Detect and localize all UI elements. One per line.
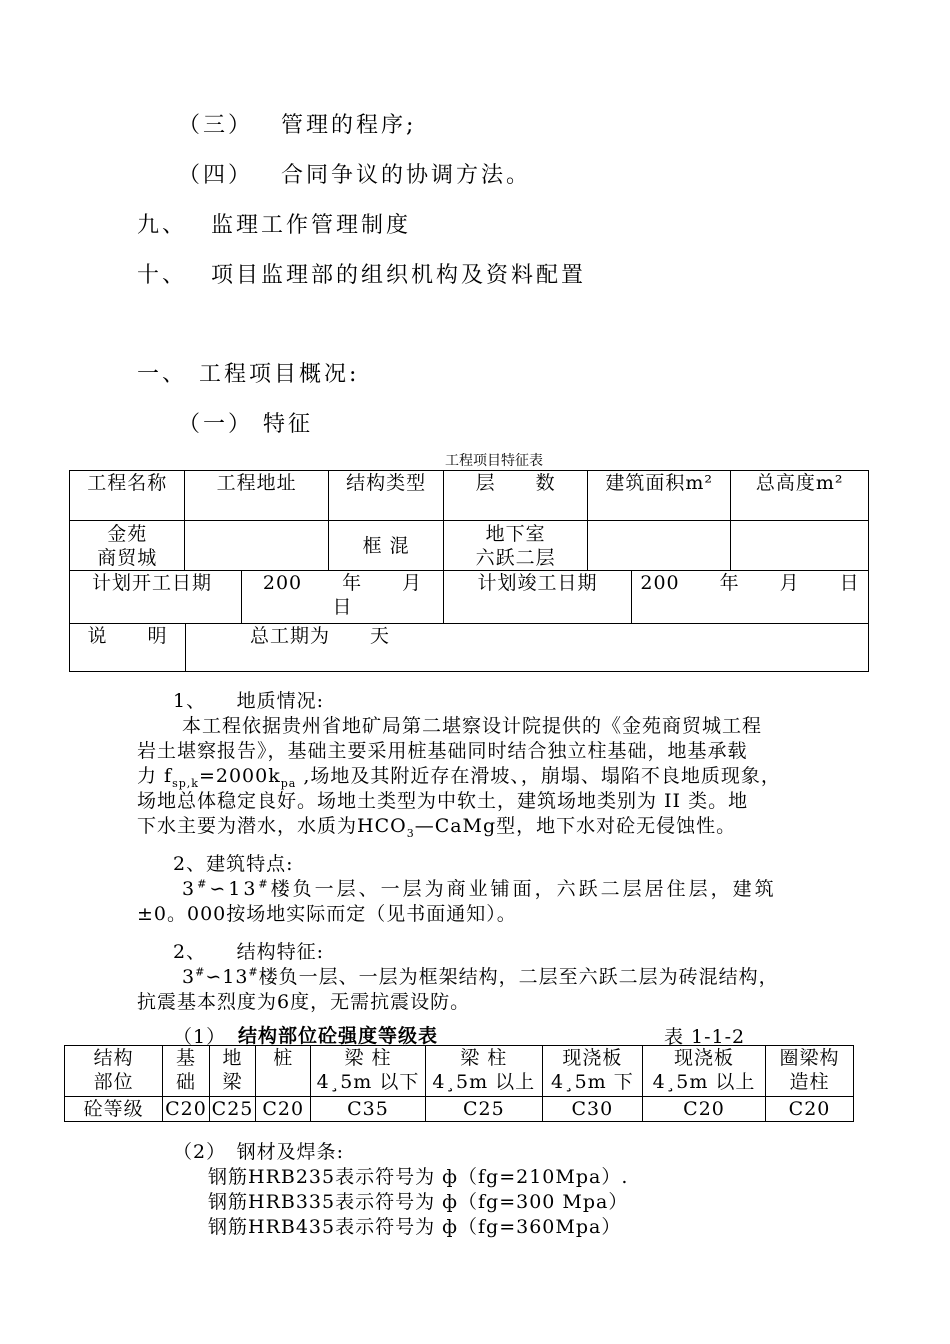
table1-floors	[444, 521, 588, 571]
structure-heading: 2、 结构特征:	[173, 941, 324, 963]
table2-cell-2: C25	[209, 1097, 256, 1122]
geology-line-4: 场地总体稳定良好。场地土类型为中软土，建筑场地类别为 II 类。地	[137, 790, 749, 812]
building-line-1-b: ∽13	[209, 878, 259, 900]
geology-line-5	[137, 811, 736, 840]
table2-header-5-l1: 梁 柱	[460, 1047, 508, 1069]
building-line-2: ±0。000按场地实际而定（见书面通知）。	[137, 903, 517, 925]
table2-header-8	[766, 1046, 854, 1097]
subsection-1-heading	[178, 407, 313, 438]
geology-line-3-b: =2000k	[198, 765, 281, 787]
structure-line-1-sup1: #	[195, 965, 206, 979]
table1-project-address	[185, 521, 329, 571]
structure-line-2: 抗震基本烈度为6度，无需抗震设防。	[137, 991, 471, 1013]
building-line-1-sup1: #	[197, 877, 210, 891]
table2-cell-3: C20	[256, 1097, 311, 1122]
section-1-heading	[137, 357, 359, 388]
outline-item-9	[137, 208, 411, 239]
table1-note-row	[70, 624, 869, 672]
outline-item-4	[178, 158, 531, 189]
outline-item-10	[137, 258, 586, 289]
table2-ref: 表 1-1-2	[664, 1026, 746, 1048]
table1-plan-start-value: 200 年 月 日	[242, 571, 444, 623]
table2-header-6	[542, 1046, 642, 1097]
table2-cell-5: C25	[425, 1097, 542, 1122]
table1-caption: 工程项目特征表	[445, 453, 543, 469]
table2-header-4-l2: 4¸5m 以下	[316, 1071, 420, 1093]
geology-line-3-sub2: pa	[280, 776, 297, 790]
table1-note-label: 说 明	[70, 624, 186, 671]
table2-cell-6: C30	[542, 1097, 642, 1122]
outline-item-9-text: 监理工作管理制度	[211, 213, 412, 238]
table2-header-3-l1: 桩	[273, 1047, 294, 1069]
table2-header-7-l2: 4¸5m 以上	[652, 1071, 756, 1093]
table2-header-1-l2: 础	[175, 1071, 196, 1093]
steel-line-2: 钢筋HRB335表示符号为 ф（fg=300 Mpa）	[208, 1191, 629, 1213]
steel-heading: （2） 钢材及焊条:	[173, 1141, 344, 1163]
table2-header-6-l1: 现浇板	[562, 1047, 623, 1069]
building-line-1-sup2: #	[258, 877, 271, 891]
table1-plan-end-value: 200 年 月 日	[640, 572, 860, 594]
table2-header-7	[643, 1046, 766, 1097]
table1-header-structure: 结构类型	[328, 471, 443, 521]
table1-project-name	[70, 521, 185, 571]
table2-header-1-l1: 基	[175, 1047, 196, 1069]
table2-header-1	[163, 1046, 210, 1097]
table2-header-2-l1: 地	[222, 1047, 243, 1069]
table1-height	[731, 521, 869, 571]
outline-item-9-num: 九、	[137, 213, 188, 238]
structure-line-1-a: 3	[182, 966, 196, 988]
geology-line-5-a: 下水主要为潜水，水质为HCO	[137, 815, 407, 837]
table1-header-height: 总高度m²	[731, 471, 869, 521]
outline-item-10-text: 项目监理部的组织机构及资料配置	[211, 263, 587, 288]
table1-plan-start-label: 计划开工日期	[70, 571, 242, 623]
table1-header-name: 工程名称	[70, 471, 185, 521]
table2-cell-4: C35	[311, 1097, 426, 1122]
structure-line-1	[182, 962, 779, 989]
table2-header-0-l1: 结构	[93, 1047, 134, 1069]
geology-line-1: 本工程依据贵州省地矿局第二堪察设计院提供的《金苑商贸城工程	[182, 715, 763, 737]
steel-line-1: 钢筋HRB235表示符号为 ф（fg=210Mpa）.	[208, 1166, 629, 1188]
outline-item-3-num: （三）	[178, 113, 254, 138]
outline-item-3-text: 管理的程序;	[281, 113, 417, 138]
table1-header-address: 工程地址	[185, 471, 329, 521]
geology-line-5-b: —CaMg型，地下水对砼无侵蚀性。	[414, 815, 737, 837]
table2-header-2-l2: 梁	[222, 1071, 243, 1093]
table1-header-floors: 层 数	[444, 471, 588, 521]
table2-cell-0: 砼等级	[65, 1097, 163, 1122]
structure-line-1-c: 楼负一层、一层为框架结构，二层至六跃二层为砖混结构，	[258, 966, 779, 988]
table2-header-4-l1: 梁 柱	[344, 1047, 392, 1069]
geology-line-2: 岩土堪察报告》，基础主要采用桩基础同时结合独立柱基础，地基承载	[137, 740, 748, 762]
building-line-1-c: 楼负一层、一层为商业铺面，六跃二层居住层，建筑	[270, 878, 777, 900]
table2-cell-1: C20	[163, 1097, 210, 1122]
table1-note-value: 总工期为 天	[250, 625, 391, 647]
geology-line-3-sub: sp,k	[172, 776, 199, 790]
building-line-1	[182, 874, 777, 901]
table1-area	[587, 521, 731, 571]
table2-header-5-l2: 4¸5m 以上	[432, 1071, 536, 1093]
geology-heading: 1、 地质情况:	[173, 690, 324, 712]
table1-structure-type: 框 混	[328, 521, 443, 571]
geology-line-3-c: ,场地及其附近存在滑坡、，崩塌、塌陷不良地质现象，	[296, 765, 781, 787]
building-heading: 2、建筑特点:	[173, 853, 294, 875]
structure-line-1-b: ∽13	[205, 966, 249, 988]
table2-header-3	[256, 1046, 311, 1097]
table1-floors-l2: 六跃二层	[475, 546, 556, 569]
project-features-table	[69, 470, 869, 672]
outline-item-3	[178, 108, 416, 139]
table2-title: 结构部位砼强度等级表	[238, 1025, 439, 1047]
table2-header-6-l2: 4¸5m 下	[551, 1071, 634, 1093]
subsection-1-title: 特征	[263, 412, 314, 437]
steel-line-3: 钢筋HRB435表示符号为 ф（fg=360Mpa）	[208, 1216, 622, 1238]
outline-item-4-text: 合同争议的协调方法。	[281, 163, 532, 188]
table2-cell-7: C20	[643, 1097, 766, 1122]
table2-header-4	[311, 1046, 426, 1097]
table2-header-7-l1: 现浇板	[674, 1047, 735, 1069]
table2-header-0-l2: 部位	[93, 1071, 134, 1093]
table2-cell-8: C20	[766, 1097, 854, 1122]
concrete-grade-table	[64, 1045, 854, 1122]
outline-item-10-num: 十、	[137, 263, 188, 288]
building-line-1-a: 3	[182, 878, 198, 900]
table1-dates-row	[70, 571, 869, 624]
geology-line-3-a: 力 f	[137, 765, 173, 787]
subsection-1-num: （一）	[178, 412, 254, 437]
table2-header-2	[209, 1046, 256, 1097]
table2-header-8-l2: 造柱	[789, 1071, 830, 1093]
table1-plan-end-label: 计划竣工日期	[444, 571, 632, 623]
structure-line-1-sup2: #	[248, 965, 259, 979]
geology-line-5-sub: 3	[406, 826, 415, 840]
table2-header-8-l1: 圈梁构	[779, 1047, 840, 1069]
section-1-num: 一、	[137, 362, 188, 387]
table2-num: （1）	[173, 1026, 227, 1048]
table2-header-0	[65, 1046, 163, 1097]
table1-project-name-l1: 金苑	[107, 522, 148, 545]
table1-floors-l1: 地下室	[485, 522, 546, 545]
outline-item-4-num: （四）	[178, 163, 254, 188]
table2-header-5	[425, 1046, 542, 1097]
table1-header-area: 建筑面积m²	[587, 471, 731, 521]
table1-project-name-l2: 商贸城	[97, 546, 158, 569]
section-1-title: 工程项目概况:	[199, 362, 360, 387]
